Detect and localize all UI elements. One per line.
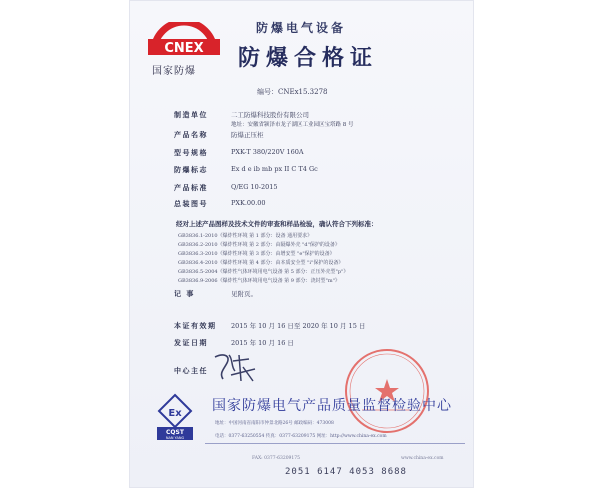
cqst-logo-city: NAN YANG [165,436,185,440]
serial-number: 2051 6147 4053 8688 [285,467,407,477]
model-value: PXK-T 380/220V 160A [231,148,304,156]
certificate-number-value: CNEx15.3278 [278,88,328,96]
standards-heading: 经对上述产品图样及技术文件的审查和样品检验，确认符合下列标准： [176,220,378,228]
issue-date-value: 2015 年 10 月 16 日 [231,339,294,347]
fax-note: FAX: 0377-63209175 [252,456,301,461]
certificate-number-label: 编号： [257,88,278,96]
product-name-label: 产品名称 [174,131,208,139]
validity-label: 本证有效期 [174,322,217,330]
director-label: 中心主任 [174,367,208,375]
drawing-no-value: PXK.00.00 [231,199,266,207]
ex-marking-label: 防爆标志 [174,166,208,174]
official-stamp [342,346,432,436]
standard-item: GB3836.9-2006《爆炸性气体环境用电气设备 第 9 部分：浇封型"m"》 [178,278,340,284]
standard-item: GB3836.2-2010《爆炸性环境 第 2 部分：由隔爆外壳 "d"保护的设备》 [178,242,340,248]
director-signature [209,347,263,387]
notes-label: 记 事 [174,290,195,298]
cnex-logo-mark: CNEX [164,41,204,56]
standard-item: GB3836.4-2010《爆炸性环境 第 4 部分：由本质安全型 "i"保护的设备》 [178,260,344,266]
drawing-no-label: 总装图号 [174,200,208,208]
website-note: www.china-ex.com [401,456,444,461]
document-title: 防爆合格证 [238,46,379,71]
product-standard-label: 产品标准 [174,184,208,192]
inspection-center-name: 国家防爆电气产品质量监督检验中心 [212,398,452,414]
issue-date-label: 发证日期 [174,339,208,347]
notes-value: 见附页。 [231,290,257,298]
validity-value: 2015 年 10 月 16 日至 2020 年 10 月 15 日 [231,322,366,330]
model-label: 型号规格 [174,149,208,157]
certificate-page [129,0,474,488]
cqst-logo [156,393,194,441]
logo-caption: 国家防爆 [152,66,196,77]
ex-marking-value: Ex d e ib mb px II C T4 Gc [231,165,318,173]
product-name-value: 防爆正压柜 [231,131,264,139]
product-standard-value: Q/EG 10-2015 [231,183,278,191]
manufacturer-address: 地址：安徽省颍泽市龙子湖区工业园区宝塔路 8 号 [231,122,354,128]
cqst-logo-ex: Ex [168,408,182,419]
manufacturer-label: 制造单位 [174,111,208,119]
standard-item: GB3836.1-2010《爆炸性环境 第 1 部分：设备 通用要求》 [178,233,313,239]
document-subtitle: 防爆电气设备 [256,21,347,35]
cqst-logo-name: CQST [166,429,184,436]
center-contact: 电话：0377-63250554 传真：0377-63209175 网址：http://www.china-ex.com [215,434,387,439]
center-address: 地址：中国河南省南阳市仲景北路26号 邮政编码：473008 [215,421,334,426]
certificate-number [257,87,328,97]
standard-item: GB3836.5-2004《爆炸性气体环境用电气设备 第 5 部分：正压外壳型"p"》 [178,269,349,275]
divider [205,443,465,444]
manufacturer-value: 二工防爆科技股份有限公司 [231,111,309,119]
standard-item: GB3836.3-2010《爆炸性环境 第 3 部分：由增安型 "e"保护的设备》 [178,251,335,257]
